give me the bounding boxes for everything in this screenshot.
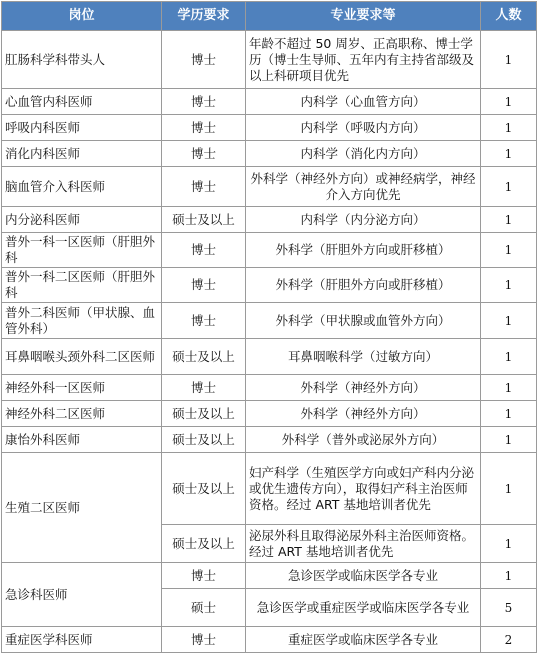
education-cell: 硕士及以上 (162, 525, 246, 563)
position-cell: 神经外科二区医师 (2, 401, 162, 427)
position-cell: 普外二科医师（甲状腺、血管外科） (2, 303, 162, 339)
count-cell: 1 (481, 453, 537, 525)
education-cell: 硕士 (162, 589, 246, 627)
count-cell: 1 (481, 141, 537, 167)
position-cell: 脑血管介入科医师 (2, 167, 162, 207)
education-cell: 博士 (162, 627, 246, 653)
header-position: 岗位 (2, 2, 162, 31)
table-row (2, 375, 537, 401)
requirement-cell: 急诊医学或重症医学或临床医学各专业 (246, 589, 481, 627)
requirement-cell: 内科学（内分泌方向） (246, 207, 481, 233)
position-cell: 内分泌科医师 (2, 207, 162, 233)
education-cell: 博士 (162, 167, 246, 207)
requirement-cell: 外科学（肝胆外方向或肝移植） (246, 233, 481, 268)
count-cell: 1 (481, 207, 537, 233)
requirement-cell: 外科学（肝胆外方向或肝移植） (246, 268, 481, 303)
requirement-cell: 内科学（消化内方向） (246, 141, 481, 167)
position-cell: 呼吸内科医师 (2, 115, 162, 141)
education-cell: 博士 (162, 141, 246, 167)
requirement-cell: 耳鼻咽喉科学（过敏方向） (246, 339, 481, 375)
count-cell: 2 (481, 627, 537, 653)
count-cell: 1 (481, 115, 537, 141)
requirement-cell: 外科学（甲状腺或血管外方向） (246, 303, 481, 339)
requirement-cell: 外科学（普外或泌尿外方向） (246, 427, 481, 453)
position-cell: 普外一科二区医师（肝胆外科 (2, 268, 162, 303)
education-cell: 博士 (162, 303, 246, 339)
requirement-cell: 内科学（呼吸内方向） (246, 115, 481, 141)
count-cell: 1 (481, 563, 537, 589)
header-row (2, 2, 537, 31)
header-count: 人数 (481, 2, 537, 31)
table-row (2, 233, 537, 268)
requirement-cell: 年龄不超过 50 周岁、正高职称、博士学历（博士生导师、五年内有主持省部级及以上科研项目优先 (246, 31, 481, 89)
education-cell: 硕士及以上 (162, 339, 246, 375)
table-row (2, 89, 537, 115)
education-cell: 博士 (162, 31, 246, 89)
requirement-cell: 外科学（神经外方向）或神经病学，神经介入方向优先 (246, 167, 481, 207)
count-cell: 1 (481, 375, 537, 401)
table-row (2, 401, 537, 427)
education-cell: 硕士及以上 (162, 401, 246, 427)
requirement-cell: 外科学（神经外方向） (246, 401, 481, 427)
requirement-cell: 泌尿外科且取得泌尿外科主治医师资格。经过 ART 基地培训者优先 (246, 525, 481, 563)
table-row (2, 31, 537, 89)
position-cell: 神经外科一区医师 (2, 375, 162, 401)
count-cell: 5 (481, 589, 537, 627)
education-cell: 博士 (162, 115, 246, 141)
count-cell: 1 (481, 31, 537, 89)
table-row (2, 268, 537, 303)
count-cell: 1 (481, 401, 537, 427)
table-row (2, 141, 537, 167)
education-cell: 博士 (162, 233, 246, 268)
table-row (2, 427, 537, 453)
table-row (2, 627, 537, 653)
education-cell: 博士 (162, 563, 246, 589)
count-cell: 1 (481, 268, 537, 303)
requirement-cell: 外科学（神经外方向） (246, 375, 481, 401)
table-row (2, 303, 537, 339)
header-requirement: 专业要求等 (246, 2, 481, 31)
table-row (2, 167, 537, 207)
education-cell: 硕士及以上 (162, 453, 246, 525)
position-cell: 心血管内科医师 (2, 89, 162, 115)
recruitment-table (1, 1, 537, 653)
requirement-cell: 内科学（心血管方向） (246, 89, 481, 115)
count-cell: 1 (481, 233, 537, 268)
table-row (2, 453, 537, 525)
education-cell: 硕士及以上 (162, 207, 246, 233)
position-cell: 耳鼻咽喉头颈外科二区医师 (2, 339, 162, 375)
position-cell: 肛肠科学科带头人 (2, 31, 162, 89)
table-row (2, 207, 537, 233)
position-cell: 急诊科医师 (2, 563, 162, 627)
requirement-cell: 急诊医学或临床医学各专业 (246, 563, 481, 589)
count-cell: 1 (481, 167, 537, 207)
position-cell: 重症医学科医师 (2, 627, 162, 653)
position-cell: 生殖二区医师 (2, 453, 162, 563)
table-row (2, 115, 537, 141)
count-cell: 1 (481, 525, 537, 563)
position-cell: 康怡外科医师 (2, 427, 162, 453)
requirement-cell: 重症医学或临床医学各专业 (246, 627, 481, 653)
table-row (2, 563, 537, 589)
requirement-cell: 妇产科学（生殖医学方向或妇产科内分泌或优生遗传方向），取得妇产科主治医师资格。经过 ART 基地培训者优先 (246, 453, 481, 525)
education-cell: 硕士及以上 (162, 427, 246, 453)
count-cell: 1 (481, 89, 537, 115)
position-cell: 普外一科一区医师（肝胆外科 (2, 233, 162, 268)
education-cell: 博士 (162, 89, 246, 115)
position-cell: 消化内科医师 (2, 141, 162, 167)
count-cell: 1 (481, 339, 537, 375)
education-cell: 博士 (162, 268, 246, 303)
education-cell: 博士 (162, 375, 246, 401)
table-row (2, 339, 537, 375)
count-cell: 1 (481, 427, 537, 453)
header-education: 学历要求 (162, 2, 246, 31)
count-cell: 1 (481, 303, 537, 339)
